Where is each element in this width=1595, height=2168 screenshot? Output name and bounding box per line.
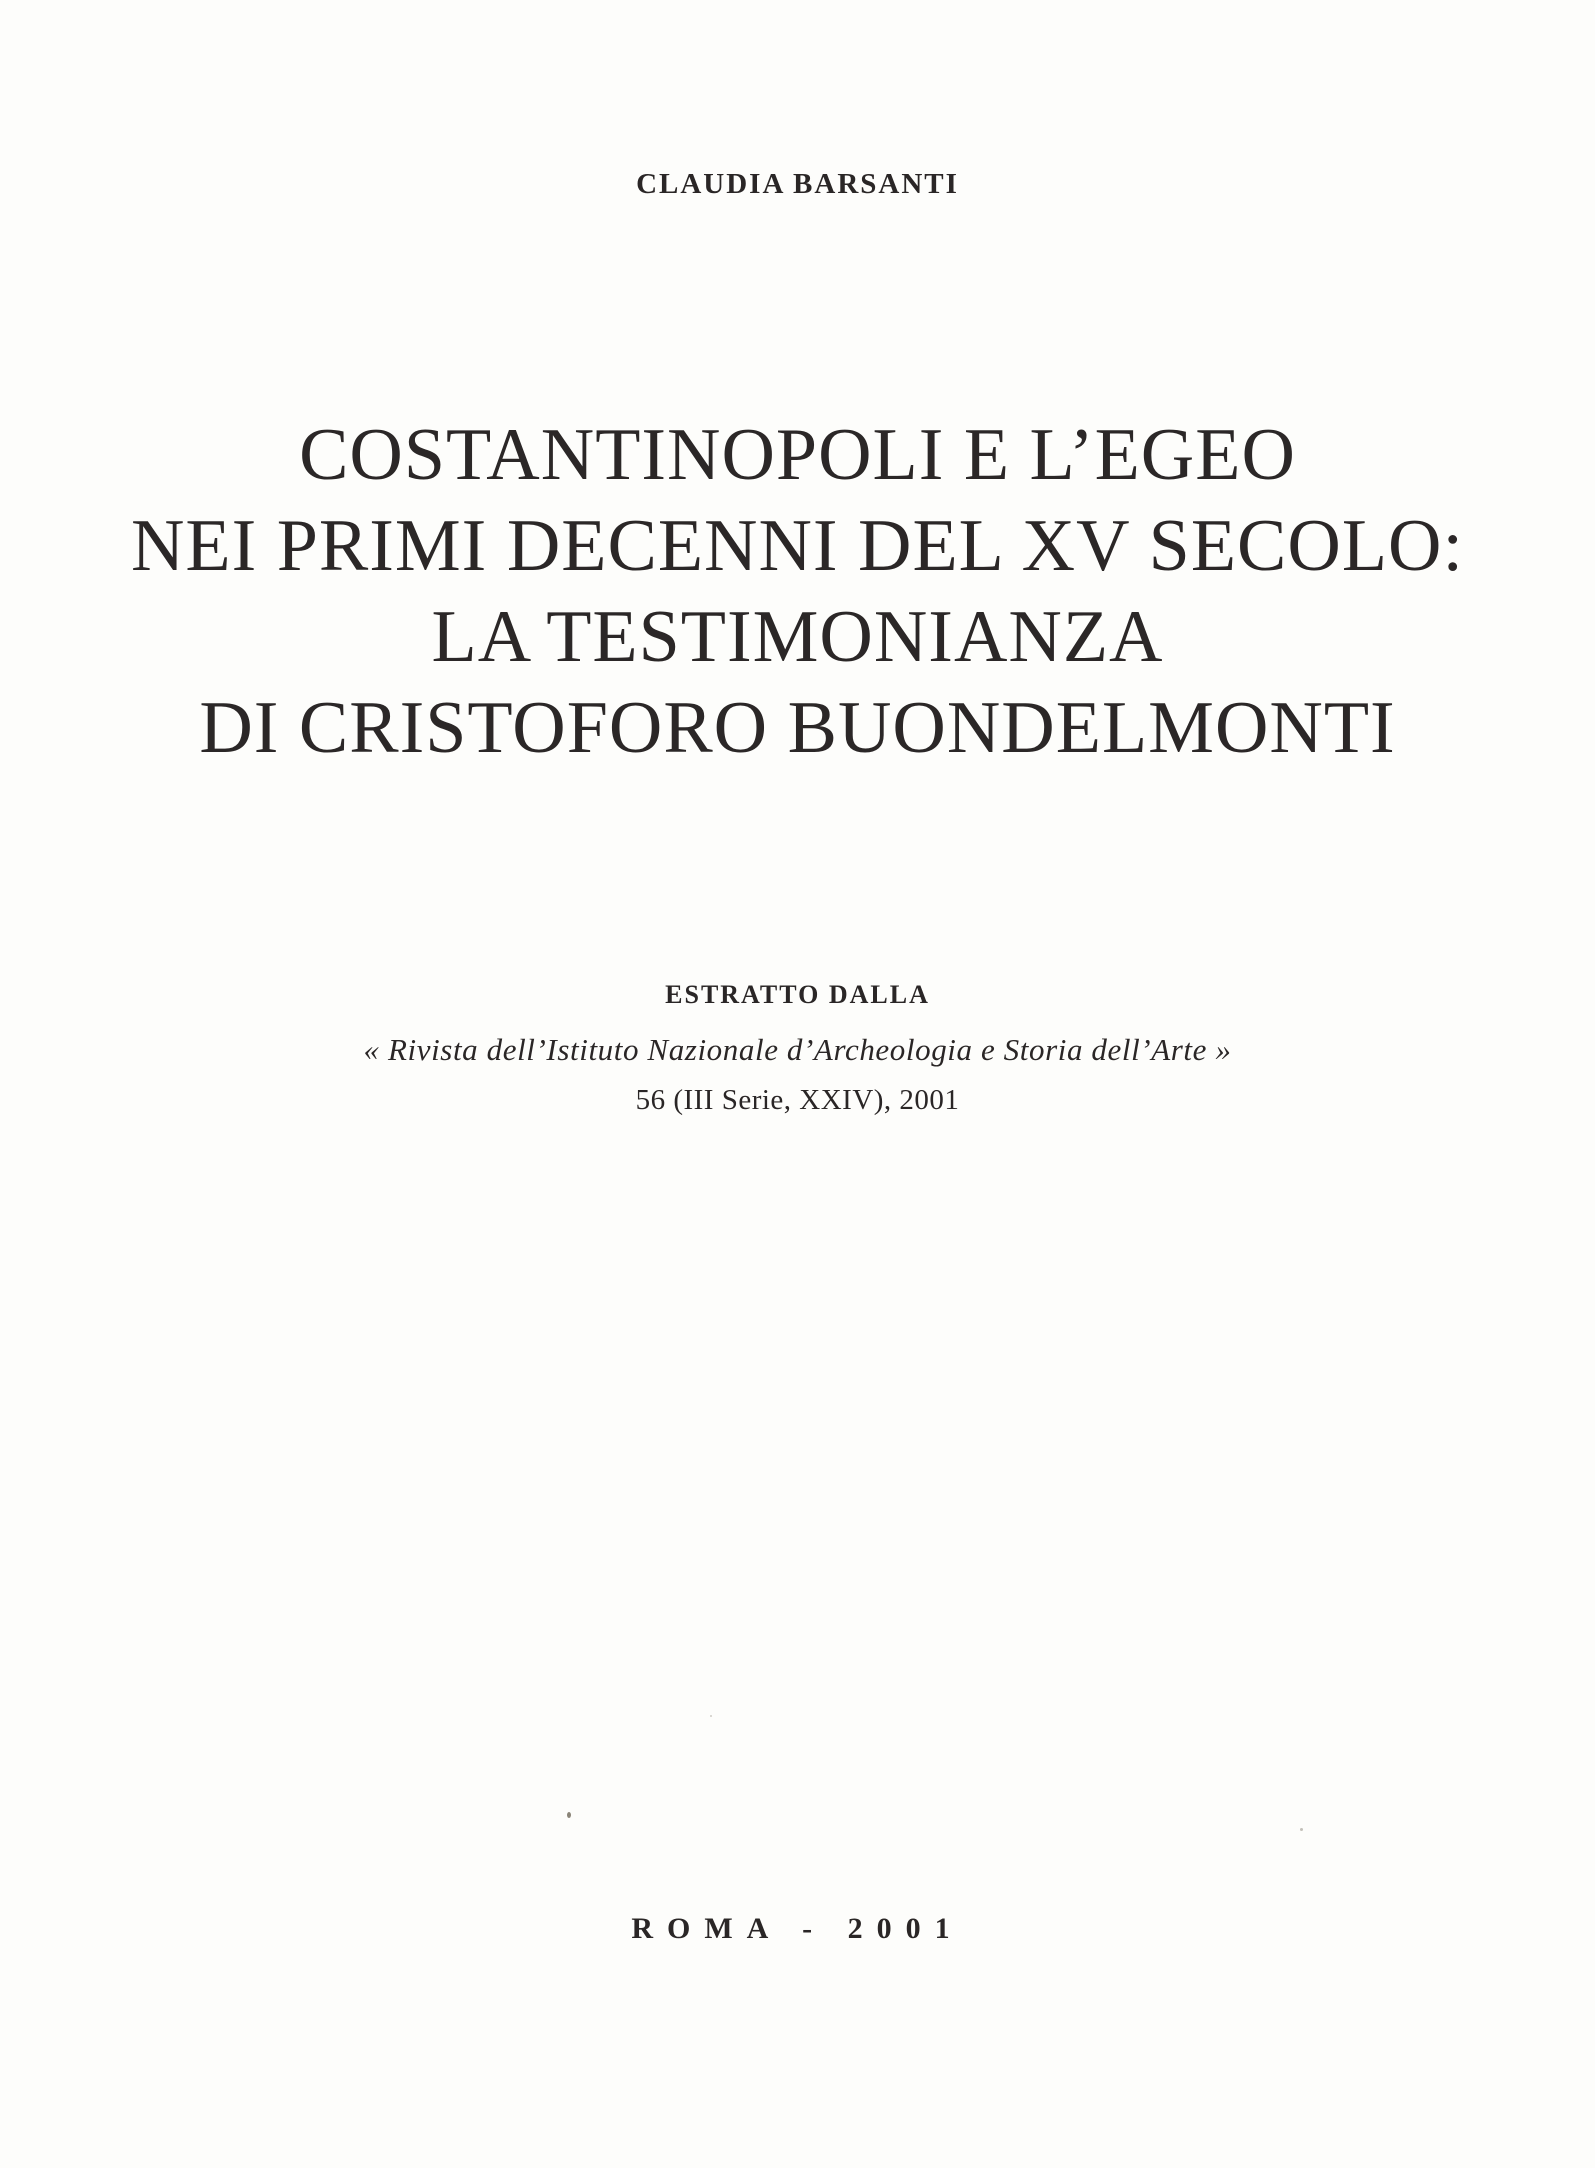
journal-title: « Rivista dell’Istituto Nazionale d’Archeologia e Storia dell’Arte »	[363, 1032, 1232, 1067]
title-line-1: COSTANTINOPOLI E L’EGEO	[299, 414, 1296, 496]
extract-label: ESTRATTO DALLA	[665, 980, 930, 1009]
paper-speck	[1300, 1828, 1303, 1831]
title-line-2: NEI PRIMI DECENNI DEL XV SECOLO:	[130, 505, 1465, 587]
paper-speck	[567, 1812, 571, 1818]
journal-issue: 56 (III Serie, XXIV), 2001	[635, 1084, 960, 1116]
title-line-3: LA TESTIMONIANZA	[431, 596, 1164, 678]
paper-speck	[710, 1715, 712, 1717]
title-line-4: DI CRISTOFORO BUONDELMONTI	[199, 687, 1396, 769]
author-name: CLAUDIA BARSANTI	[636, 168, 959, 200]
imprint-place-year: ROMA - 2001	[631, 1912, 964, 1945]
